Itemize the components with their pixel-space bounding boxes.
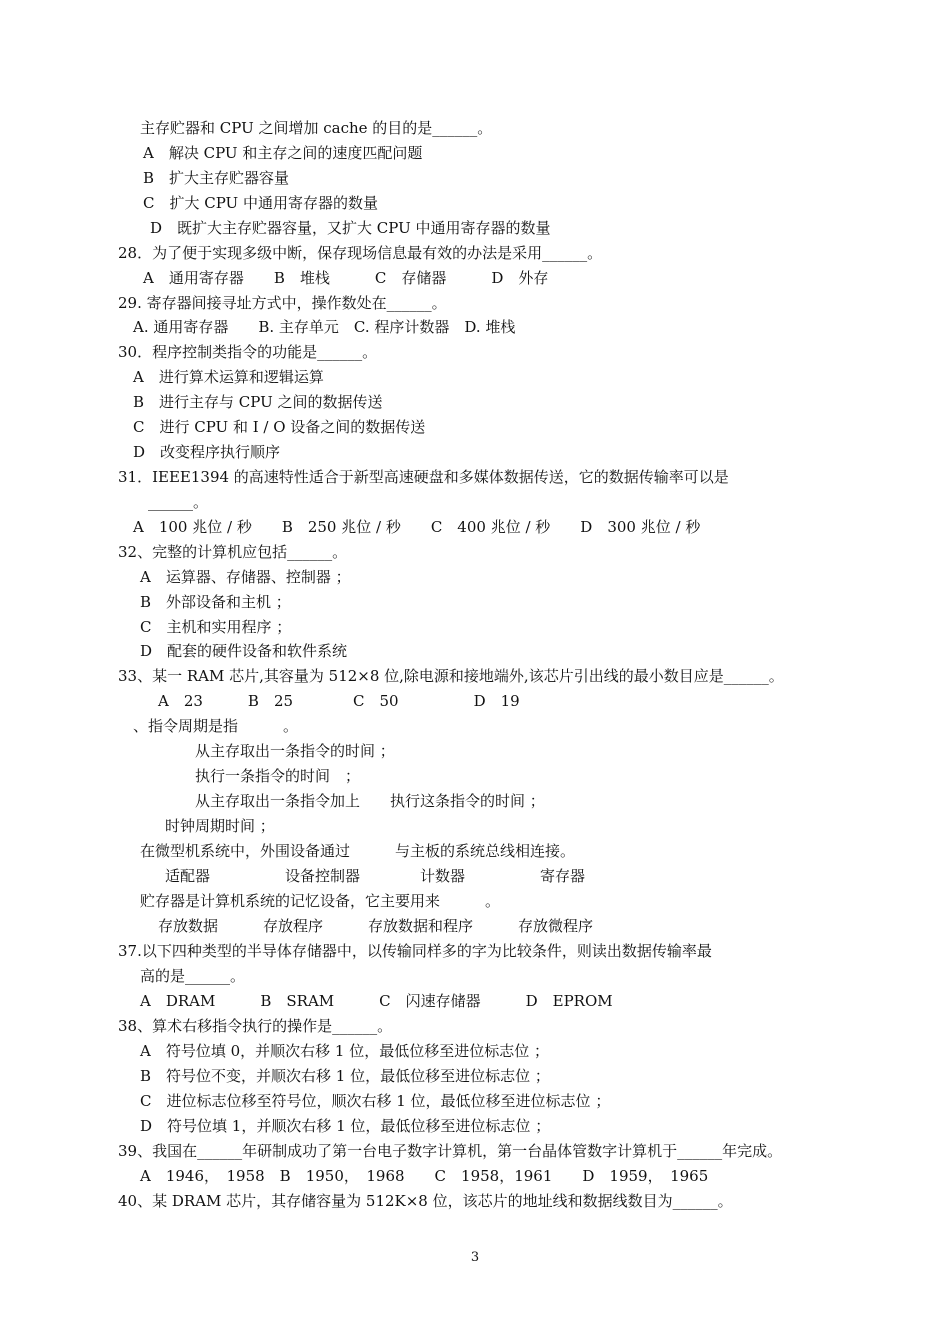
q38-option-a: A 符号位填 0，并顺次右移 1 位，最低位移至进位标志位 ； bbox=[140, 1042, 549, 1060]
q37-stem-continued: 高的是______。 bbox=[140, 967, 246, 985]
q29-stem: 29. 寄存器间接寻址方式中，操作数处在______。 bbox=[118, 294, 447, 312]
q40-stem: 40、某 DRAM 芯片，其存储容量为 512K×8 位，该芯片的地址线和数据线数目为______。 bbox=[118, 1192, 733, 1210]
q30-stem: 30．程序控制类指令的功能是______。 bbox=[118, 343, 378, 361]
q35-stem: 在微型机系统中，外围设备通过 与主板的系统总线相连接。 bbox=[140, 842, 576, 860]
q31-stem-continued: ______。 bbox=[148, 493, 209, 511]
q28-options: A 通用寄存器 B 堆栈 C 存储器 D 外存 bbox=[143, 269, 549, 287]
q31-stem: 31．IEEE1394 的高速特性适合于新型高速硬盘和多媒体数据传送，它的数据传输率可以是 bbox=[118, 468, 729, 486]
q36-stem: 贮存器是计算机系统的记忆设备，它主要用来 。 bbox=[140, 892, 501, 910]
q30-option-b: B 进行主存与 CPU 之间的数据传送 bbox=[133, 393, 383, 411]
q33-options: A 23 B 25 C 50 D 19 bbox=[158, 692, 520, 710]
q34-option-1: 从主存取出一条指令的时间 ； bbox=[195, 742, 395, 760]
page-number: 3 bbox=[470, 1250, 480, 1265]
q34-option-3: 从主存取出一条指令加上 执行这条指令的时间 ； bbox=[195, 792, 545, 810]
q27-option-c: C 扩大 CPU 中通用寄存器的数量 bbox=[143, 194, 378, 212]
q38-option-c: C 进位标志位移至符号位，顺次右移 1 位，最低位移至进位标志位 ； bbox=[140, 1092, 611, 1110]
q37-options: A DRAM B SRAM C 闪速存储器 D EPROM bbox=[140, 992, 613, 1010]
q32-option-c: C 主机和实用程序 ； bbox=[140, 618, 292, 636]
q38-option-b: B 符号位不变，并顺次右移 1 位，最低位移至进位标志位 ； bbox=[140, 1067, 550, 1085]
q34-option-4: 时钟周期时间 ； bbox=[165, 817, 275, 835]
q36-options: 存放数据 存放程序 存放数据和程序 存放微程序 bbox=[158, 917, 594, 935]
q32-option-b: B 外部设备和主机 ； bbox=[140, 593, 291, 611]
q27-option-b: B 扩大主存贮器容量 bbox=[143, 169, 290, 187]
q34-option-2: 执行一条指令的时间 ； bbox=[195, 767, 361, 785]
q27-stem: 主存贮器和 CPU 之间增加 cache 的目的是______。 bbox=[140, 119, 493, 137]
q35-options: 适配器 设备控制器 计数器 寄存器 bbox=[165, 867, 586, 885]
q29-options: A. 通用寄存器 B. 主存单元 C. 程序计数器 D. 堆栈 bbox=[133, 318, 516, 336]
q31-options: A 100 兆位 / 秒 B 250 兆位 / 秒 C 400 兆位 / 秒 D 300 兆位 / 秒 bbox=[133, 518, 701, 536]
q39-options: A 1946， 1958 B 1950， 1968 C 1958，1961 D 1959， 1965 bbox=[140, 1167, 709, 1185]
q30-option-c: C 进行 CPU 和 I / O 设备之间的数据传送 bbox=[133, 418, 426, 436]
q30-option-a: A 进行算术运算和逻辑运算 bbox=[133, 368, 324, 386]
q28-stem: 28．为了便于实现多级中断，保存现场信息最有效的办法是采用______。 bbox=[118, 244, 603, 262]
q27-option-a: A 解决 CPU 和主存之间的速度匹配问题 bbox=[143, 144, 423, 162]
q37-stem: 37.以下四种类型的半导体存储器中，以传输同样多的字为比较条件，则读出数据传输率最 bbox=[118, 942, 712, 960]
q38-stem: 38、算术右移指令执行的操作是______。 bbox=[118, 1017, 393, 1035]
q33-stem: 33、某一 RAM 芯片,其容量为 512×8 位,除电源和接地端外,该芯片引出线的最小数目应是______。 bbox=[118, 667, 784, 685]
q38-option-d: D 符号位填 1，并顺次右移 1 位，最低位移至进位标志位 ； bbox=[140, 1117, 551, 1135]
q34-stem: 、指令周期是指 。 bbox=[133, 717, 299, 735]
q32-option-a: A 运算器、存储器、控制器 ； bbox=[140, 568, 351, 586]
q39-stem: 39、我国在______年研制成功了第一台电子数字计算机，第一台晶体管数字计算机于______年完成。 bbox=[118, 1142, 783, 1160]
q30-option-d: D 改变程序执行顺序 bbox=[133, 443, 281, 461]
q32-option-d: D 配套的硬件设备和软件系统 bbox=[140, 642, 348, 660]
q32-stem: 32、完整的计算机应包括______。 bbox=[118, 543, 348, 561]
q27-option-d: D 既扩大主存贮器容量，又扩大 CPU 中通用寄存器的数量 bbox=[150, 219, 551, 237]
